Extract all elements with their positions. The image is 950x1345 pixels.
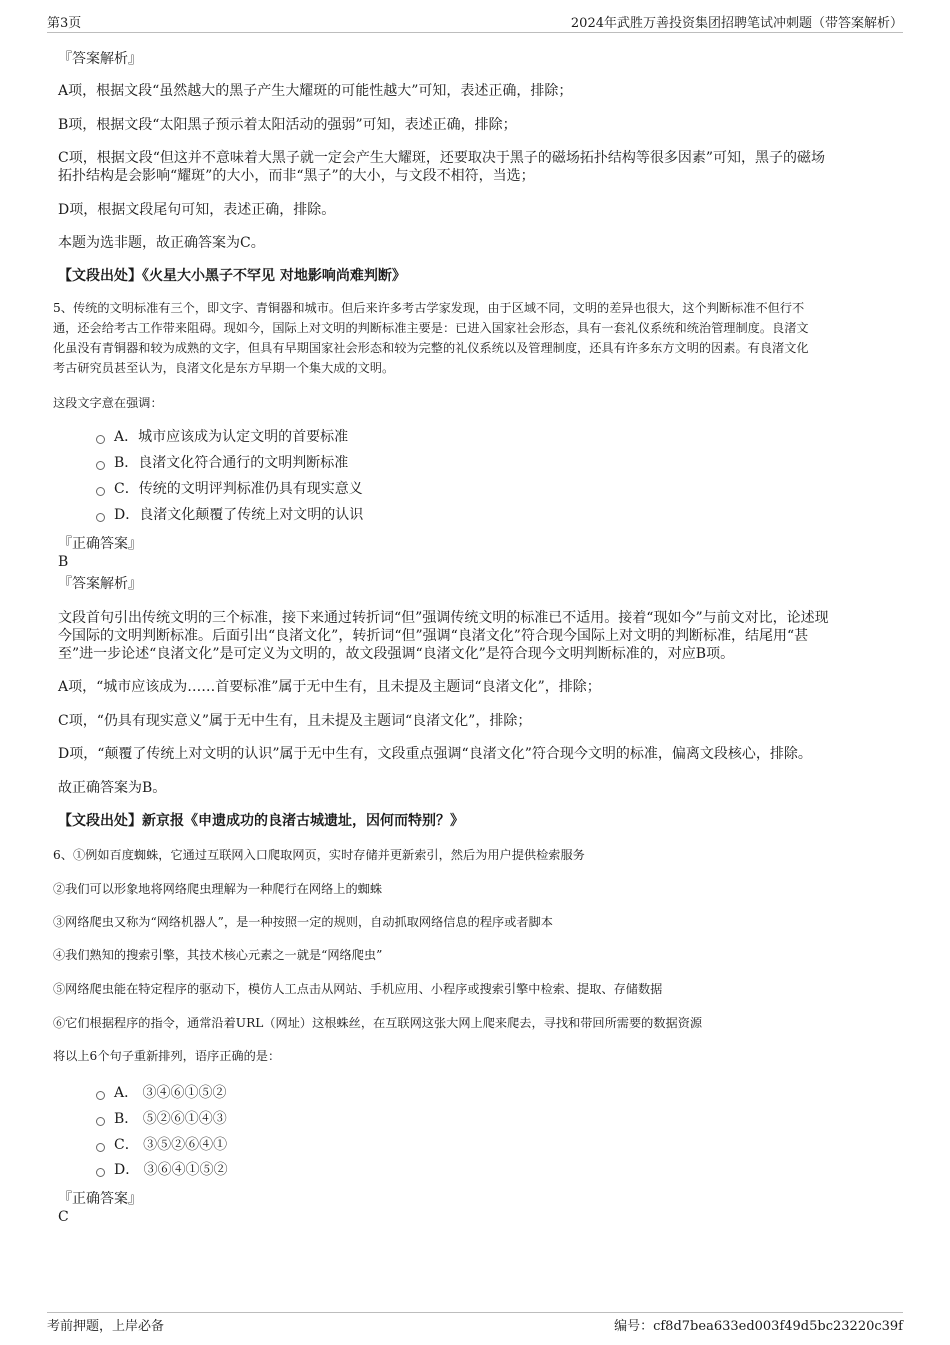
option-a[interactable] (96, 1084, 227, 1102)
radio-icon[interactable] (96, 1168, 105, 1177)
analysis-conclusion: 本题为选非题，故正确答案为C。 (58, 235, 265, 251)
page-header (47, 12, 903, 33)
correct-answer-label: 『正确答案』 (58, 536, 142, 552)
footer-slogan: 考前押题，上岸必备 (47, 1319, 165, 1334)
analysis-paragraph-line2: 今国际的文明判断标准。后面引出“良渚文化”，转折词“但”强调“良渚文化”符合现今国际上对文明的判断标准，结尾用“甚 (58, 628, 809, 644)
page-number: 第3页 (47, 16, 82, 31)
option-label: C． ③⑤②⑥④① (114, 1137, 228, 1153)
option-label: D．良渚文化颠覆了传统上对文明的认识 (114, 507, 364, 523)
analysis-option-d: D项，根据文段尾句可知，表述正确，排除。 (58, 202, 336, 218)
radio-icon[interactable] (96, 461, 105, 470)
sentence-6: ⑥它们根据程序的指令，通常沿着URL（网址）这根蛛丝，在互联网这张大网上爬来爬去，寻找和带回所需要的数据资源 (53, 1016, 703, 1030)
correct-answer: B (58, 554, 69, 570)
question-6-prompt: 将以上6个句子重新排列，语序正确的是： (53, 1049, 281, 1063)
option-label: C．传统的文明评判标准仍具有现实意义 (114, 481, 363, 497)
document-title: 2024年武胜万善投资集团招聘笔试冲刺题（带答案解析） (570, 16, 903, 31)
analysis-option-d: D项，“颠覆了传统上对文明的认识”属于无中生有，文段重点强调“良渚文化”符合现今文明的标准，偏离文段核心，排除。 (58, 746, 812, 762)
option-c[interactable] (96, 1136, 227, 1154)
radio-icon[interactable] (96, 435, 105, 444)
correct-answer: C (58, 1209, 69, 1225)
sentence-1: 6、①例如百度蜘蛛，它通过互联网入口爬取网页，实时存储并更新索引，然后为用户提供检索服务 (53, 848, 585, 862)
radio-icon[interactable] (96, 487, 105, 496)
option-b[interactable] (96, 1110, 227, 1128)
option-label: B． ⑤②⑥①④③ (114, 1111, 227, 1127)
option-label: A．城市应该成为认定文明的首要标准 (114, 429, 349, 445)
document-id: 编号：cf8d7bea633ed003f49d5bc23220c39f (614, 1319, 903, 1334)
analysis-option-c: C项，“仍具有现实意义”属于无中生有，且未提及主题词“良渚文化”，排除； (58, 713, 532, 729)
question-5-stem-line2: 通，还会给考古工作带来阻碍。现如今，国际上对文明的判断标准主要是：已进入国家社会形态，具有一套礼仪系统和统治管理制度。良渚文 (53, 321, 809, 335)
sentence-2: ②我们可以形象地将网络爬虫理解为一种爬行在网络上的蜘蛛 (53, 882, 383, 896)
question-5-stem-line4: 考古研究员甚至认为，良渚文化是东方早期一个集大成的文明。 (53, 361, 395, 375)
analysis-label: 『答案解析』 (58, 576, 142, 592)
option-label: D． ③⑥④①⑤② (114, 1162, 228, 1178)
analysis-option-b: B项，根据文段“太阳黑子预示着太阳活动的强弱”可知，表述正确，排除； (58, 117, 517, 133)
analysis-option-a: A项，“城市应该成为……首要标准”属于无中生有，且未提及主题词“良渚文化”，排除； (58, 679, 601, 695)
option-label: B．良渚文化符合通行的文明判断标准 (114, 455, 349, 471)
analysis-option-c-line1: C项，根据文段“但这并不意味着大黑子就一定会产生大耀斑，还要取决于黑子的磁场拓扑结构等很多因素”可知，黑子的磁场 (58, 150, 826, 166)
analysis-conclusion: 故正确答案为B。 (58, 780, 167, 796)
question-5-stem-line3: 化虽没有青铜器和较为成熟的文字，但具有早期国家社会形态和较为完整的礼仪系统以及管理制度，还具有许多东方文明的因素。有良渚文化 (53, 341, 809, 355)
correct-answer-label: 『正确答案』 (58, 1191, 142, 1207)
question-5-prompt: 这段文字意在强调： (53, 396, 163, 410)
radio-icon[interactable] (96, 1143, 105, 1152)
source-citation: 【文段出处】《火星大小黑子不罕见 对地影响尚难判断》 (58, 268, 406, 284)
sentence-3: ③网络爬虫又称为“网络机器人”，是一种按照一定的规则，自动抓取网络信息的程序或者脚本 (53, 915, 553, 929)
source-citation: 【文段出处】新京报《申遗成功的良渚古城遗址，因何而特别？》 (58, 813, 464, 829)
sentence-4: ④我们熟知的搜索引擎，其技术核心元素之一就是“网络爬虫” (53, 948, 383, 962)
radio-icon[interactable] (96, 1117, 105, 1126)
option-a[interactable] (96, 428, 348, 446)
analysis-label: 『答案解析』 (58, 51, 142, 67)
analysis-option-c-line2: 拓扑结构是会影响“耀斑”的大小，而非“黑子”的大小，与文段不相符，当选； (58, 168, 535, 184)
page-footer (47, 1312, 903, 1337)
analysis-paragraph-line1: 文段首句引出传统文明的三个标准，接下来通过转折词“但”强调传统文明的标准已不适用。接着“现如今”与前文对比，论述现 (58, 610, 829, 626)
question-5-stem-line1: 5、传统的文明标准有三个，即文字、青铜器和城市。但后来许多考古学家发现，由于区域不同，文明的差异也很大，这个判断标准不但行不 (53, 301, 805, 315)
option-label: A． ③④⑥①⑤② (114, 1085, 227, 1101)
analysis-option-a: A项，根据文段“虽然越大的黑子产生大耀斑的可能性越大”可知，表述正确，排除； (58, 83, 573, 99)
option-d[interactable] (96, 506, 363, 524)
analysis-paragraph-line3: 至”进一步论述“良渚文化”是可定义为文明的，故文段强调“良渚文化”是符合现今文明判断标准的，对应B项。 (58, 646, 735, 662)
option-d[interactable] (96, 1161, 228, 1179)
radio-icon[interactable] (96, 513, 105, 522)
sentence-5: ⑤网络爬虫能在特定程序的驱动下，模仿人工点击从网站、手机应用、小程序或搜索引擎中检索、提取、存储数据 (53, 982, 663, 996)
option-c[interactable] (96, 480, 363, 498)
radio-icon[interactable] (96, 1091, 105, 1100)
option-b[interactable] (96, 454, 348, 472)
